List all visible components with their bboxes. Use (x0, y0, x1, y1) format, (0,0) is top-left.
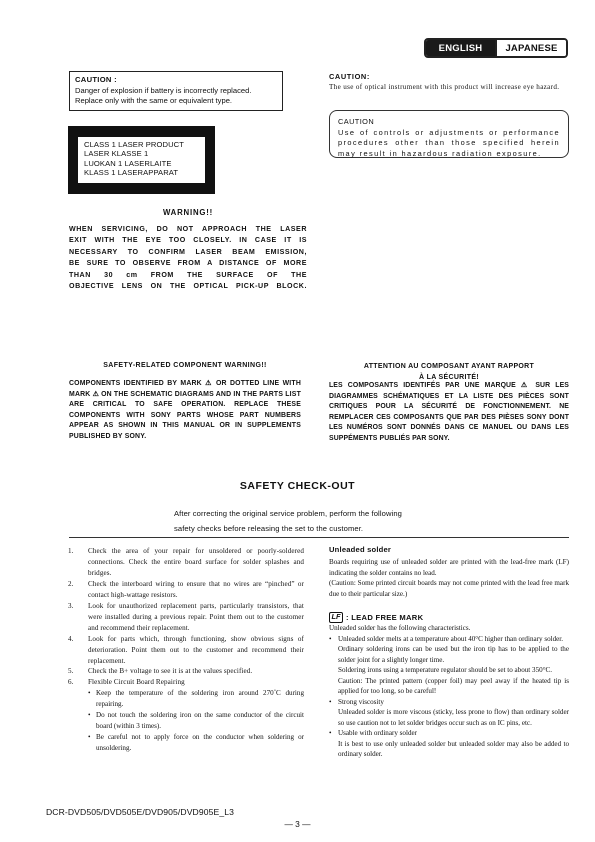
list-number: 6. (68, 678, 74, 687)
bullet: • (88, 733, 91, 742)
intro-line: safety checks before releasing the set to the customer. (174, 523, 364, 533)
radiation-caution-box (329, 110, 569, 158)
list-number: 4. (68, 634, 74, 643)
radiation-caution-body: Use of controls or adjustments or performance procedures other than those specified herein may result in hazardous radiation exposure. (338, 127, 560, 158)
divider (69, 537, 569, 538)
bullet-paragraph: Unleaded solder is more viscous (sticky, less prone to flow) than ordinary solder so use caution not to let solder bridges occur such as on IC pins, etc. (338, 708, 569, 727)
list-item (68, 546, 304, 579)
unleaded-note: (Caution: Some printed circuit boards may not come printed with the lead free mark due to their particular size.) (329, 579, 569, 598)
safety-checkout-intro (174, 507, 474, 536)
safety-component-fr-title (329, 362, 569, 383)
lead-free-intro: Unleaded solder has the following characteristics. (329, 624, 471, 632)
warning-title: WARNING!! (162, 208, 214, 217)
bullet-paragraph: Ordinary soldering irons can be used but the iron tip has to be applied to the solder joint for a slightly longer time. (338, 645, 569, 664)
list-text: Check the B+ voltage to see it is at the values specified. (88, 667, 253, 676)
list-text: Look for unauthorized replacement parts, particularly transistors, that were installed during a previous repair. Point them out to the customer and recommend their replacement. (88, 601, 304, 632)
lead-free-body (329, 623, 569, 760)
sub-list-item (68, 688, 304, 710)
warning-line: THAN 30 cm FROM THE SURFACE OF THE (69, 270, 307, 279)
warning-line: EXIT WITH THE EYE TOO CLOSELY. IN CASE IT IS (69, 236, 307, 245)
lead-free-bullet (329, 697, 569, 708)
intro-line: After correcting the original service problem, perform the following (174, 509, 402, 518)
sub-list-item (68, 732, 304, 754)
lead-free-title: : LEAD FREE MARK (346, 613, 424, 622)
bullet-paragraph: Caution: The printed pattern (copper foil) may peel away if the heated tip is applied for too long, so be careful! (338, 676, 569, 695)
lead-free-icon: LF (329, 612, 343, 623)
list-text: Flexible Circuit Board Repairing (88, 678, 185, 687)
laser-label-text (78, 137, 205, 183)
list-text: Look for parts which, through functioning, show obvious signs of deterioration. Point them out to the customer and recommend their replacement. (88, 634, 304, 665)
fr-title-line: À LA SÉCURITÉ! (419, 373, 479, 381)
bullet-paragraph: Soldering irons using a temperature regulator should be set to about 350°C. (338, 666, 553, 674)
laser-label-line: LUOKAN 1 LASERLAITE (84, 158, 172, 168)
lead-free-mark-heading (329, 612, 423, 623)
battery-caution-line: Replace only with the same or equivalent type. (75, 96, 233, 105)
model-number: DCR-DVD505/DVD505E/DVD905/DVD905E_L3 (46, 807, 234, 817)
safety-checkout-title: SAFETY CHECK-OUT (239, 480, 356, 492)
unleaded-solder-title: Unleaded solder (329, 545, 392, 554)
unleaded-paragraph: Boards requiring use of unleaded solder are printed with the lead-free mark (LF) indicating the solder contains no lead. (329, 558, 569, 577)
bullet-title: Usable with ordinary solder (338, 729, 417, 737)
list-number: 1. (68, 547, 74, 555)
list-number: 5. (68, 667, 74, 676)
tab-english[interactable]: ENGLISH (426, 40, 495, 56)
list-number: 2. (68, 579, 74, 588)
language-tabs (424, 38, 568, 58)
sub-list-text: Keep the temperature of the soldering iron around 270˚C during repairing. (96, 689, 304, 709)
list-number: 3. (68, 601, 74, 610)
tab-japanese[interactable]: JAPANESE (495, 40, 566, 56)
list-text: Check the area of your repair for unsoldered or poorly-soldered connections. Check the entire board surface for solder splashes and bridges. (88, 547, 304, 577)
safety-component-fr-body: LES COMPOSANTS IDENTIFÉS PAR UNE MARQUE ⚠ SUR LES DIAGRAMMES SCHÉMATIQUES ET LA LISTE DES PIÈCES SONT CRITIQUES POUR LA SÉCURITÉ DE FONCTIONNEMENT. NE REMPLACER CES COMPOSANTS QUE PAR DES PIÈSES SONY DONT LES NUMÉROS SONT DONNÉS DANS CE MANUEL OU DANS LES SUPPÉMENTS PUBLIÉS PAR SONY. (329, 382, 569, 442)
lead-free-bullet (329, 728, 569, 739)
list-item (68, 601, 304, 634)
checklist (68, 546, 304, 754)
radiation-caution-title: CAUTION (338, 117, 375, 126)
sub-list-item (68, 710, 304, 732)
sub-list-text: Be careful not to apply force on the conductor when soldering or unsoldering. (96, 733, 304, 753)
laser-label-line: LASER KLASSE 1 (84, 149, 149, 159)
optical-caution-title: CAUTION: (329, 72, 370, 81)
laser-product-label (68, 126, 215, 194)
optical-caution-body: The use of optical instrument with this product will increase eye hazard. (329, 83, 560, 91)
bullet-title: Strong viscosity (338, 697, 384, 706)
bullet-title: Unleaded solder melts at a temperature about 40°C higher than ordinary solder. (338, 634, 564, 643)
unleaded-solder-body (329, 557, 569, 599)
laser-label-line: KLASS 1 LASERAPPARAT (84, 167, 179, 177)
bullet: • (88, 711, 91, 720)
list-item (68, 579, 304, 601)
lead-free-bullet (329, 634, 569, 645)
bullet: • (329, 697, 332, 706)
battery-caution-box (69, 71, 283, 111)
list-item (68, 666, 304, 677)
safety-component-title: SAFETY-RELATED COMPONENT WARNING!! (103, 362, 267, 369)
warning-line: NECESSARY TO CONFIRM LASER BEAM EMISSION, (69, 247, 307, 256)
list-item (68, 634, 304, 667)
warning-line: WHEN SERVICING, DO NOT APPROACH THE LASER (69, 225, 307, 233)
fr-title-line: ATTENTION AU COMPOSANT AYANT RAPPORT (363, 363, 535, 370)
bullet: • (329, 729, 332, 737)
warning-body (69, 224, 307, 292)
bullet-paragraph: It is best to use only unleaded solder but unleaded solder may also be added to ordinary solder. (338, 739, 569, 758)
battery-caution-line: Danger of explosion if battery is incorrectly replaced. (75, 85, 252, 95)
laser-label-line: CLASS 1 LASER PRODUCT (84, 140, 185, 149)
bullet: • (329, 634, 332, 643)
warning-line: OBJECTIVE LENS ON THE OPTICAL PICK-UP BLOCK. (69, 282, 307, 291)
page-number: — 3 — (284, 819, 311, 829)
bullet: • (88, 689, 91, 698)
list-item (68, 677, 304, 688)
sub-list-text: Do not touch the soldering iron on the same conductor of the circuit board (within 3 times). (96, 711, 304, 731)
warning-line: BE SURE TO OBSERVE FROM A DISTANCE OF MORE (69, 259, 307, 268)
list-text: Check the interboard wiring to ensure that no wires are “pinched” or contact high-wattage resistors. (88, 579, 304, 599)
battery-caution-title: CAUTION : (75, 75, 117, 84)
safety-component-body: COMPONENTS IDENTIFIED BY MARK ⚠ OR DOTTED LINE WITH MARK ⚠ ON THE SCHEMATIC DIAGRAMS AND IN THE PARTS LIST ARE CRITICAL TO SAFE OPERATION. REPLACE THESE COMPONENTS WITH SONY PARTS WHOSE PART NUMBERS APPEAR AS SHOWN IN THIS MANUAL OR IN SUPPLEMENTS PUBLISHED BY SONY. (69, 380, 301, 440)
